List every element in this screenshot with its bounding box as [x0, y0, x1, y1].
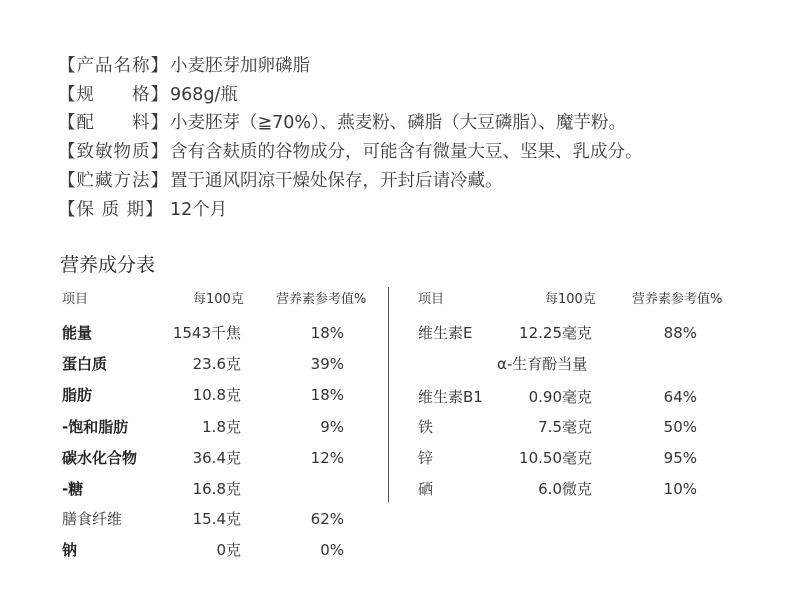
shelf-life-row: [58, 194, 758, 223]
column-divider: [388, 287, 389, 502]
nutrient-amount: 12.25毫克: [519, 324, 592, 342]
nutrient-nrv: 18%: [310, 386, 344, 404]
header-per100: 每100克: [193, 292, 244, 307]
nutrient-amount: 15.4克: [192, 510, 241, 528]
nutrient-name: 蛋白质: [62, 355, 108, 373]
product-info: [58, 50, 758, 223]
nutrient-name: 维生素E: [418, 324, 473, 342]
info-label: 【规 格】: [58, 84, 169, 105]
header-nrv: 营养素参考值%: [276, 292, 367, 307]
product-name-row: [58, 50, 758, 79]
nutrient-nrv: 12%: [310, 449, 344, 467]
header-item: 项目: [418, 292, 445, 307]
nutrient-amount: 36.4克: [192, 449, 241, 467]
nutrient-amount: 0克: [216, 541, 241, 559]
nutrient-amount: 1543千焦: [172, 324, 241, 342]
header-per100: 每100克: [545, 292, 596, 307]
nutrient-name: 锌: [418, 449, 434, 467]
nutrient-nrv: 39%: [310, 355, 344, 373]
nutrient-name: 维生素B1: [418, 388, 483, 406]
info-label: 【产品名称】: [58, 55, 169, 76]
info-label: 【贮藏方法】: [58, 171, 169, 192]
nutrient-name: 脂肪: [62, 386, 93, 404]
nutrient-amount: 16.8克: [192, 480, 241, 498]
info-value: 12个月: [170, 199, 228, 220]
nutrient-name: -糖: [62, 480, 84, 498]
nutrient-name: 铁: [418, 418, 434, 436]
nutrient-amount: 1.8克: [202, 418, 241, 436]
info-value: 968g/瓶: [170, 84, 238, 105]
nutrient-amount: 10.8克: [192, 386, 241, 404]
info-value: 含有含麸质的谷物成分，可能含有微量大豆、坚果、乳成分。: [170, 142, 643, 163]
nutrient-name: 硒: [418, 480, 434, 498]
nutrient-nrv: 95%: [663, 449, 697, 467]
nutrient-name: 碳水化合物: [62, 449, 138, 467]
allergen-row: [58, 136, 758, 165]
spec-row: [58, 79, 758, 108]
nutrient-nrv: 64%: [663, 388, 697, 406]
header-item: 项目: [62, 292, 89, 307]
ingredients-row: [58, 108, 758, 137]
header-nrv: 营养素参考值%: [632, 292, 723, 307]
nutrient-name: -饱和脂肪: [62, 418, 129, 436]
nutrient-amount: 7.5毫克: [538, 418, 592, 436]
nutrient-nrv: 9%: [320, 418, 344, 436]
info-value: 置于通风阴凉干燥处保存，开封后请冷藏。: [170, 171, 503, 192]
nutrient-unit-note: α-生育酚当量: [497, 355, 588, 373]
info-value: 小麦胚芽（≧70%）、燕麦粉、磷脂（大豆磷脂）、魔芋粉。: [170, 113, 627, 134]
storage-row: [58, 165, 758, 194]
nutrient-nrv: 50%: [663, 418, 697, 436]
info-label: 【致敏物质】: [58, 142, 169, 163]
nutrient-name: 钠: [62, 541, 78, 559]
top-shadow-arc: [0, 0, 790, 12]
info-label: 【保 质 期】: [58, 199, 164, 220]
nutrient-amount: 10.50毫克: [519, 449, 592, 467]
nutrient-amount: 23.6克: [192, 355, 241, 373]
nutrient-nrv: 10%: [663, 480, 697, 498]
info-value: 小麦胚芽加卵磷脂: [170, 55, 310, 76]
nutrient-nrv: 62%: [310, 510, 344, 528]
nutrient-amount: 6.0微克: [538, 480, 592, 498]
nutrient-name: 膳食纤维: [62, 510, 123, 528]
nutrient-amount: 0.90毫克: [528, 388, 592, 406]
nutrient-nrv: 88%: [663, 324, 697, 342]
nutrient-name: 能量: [62, 324, 93, 342]
nutrient-nrv: 18%: [310, 324, 344, 342]
nutrition-table-title: 营养成分表: [60, 254, 156, 276]
info-label: 【配 料】: [58, 113, 169, 134]
nutrient-nrv: 0%: [320, 541, 344, 559]
